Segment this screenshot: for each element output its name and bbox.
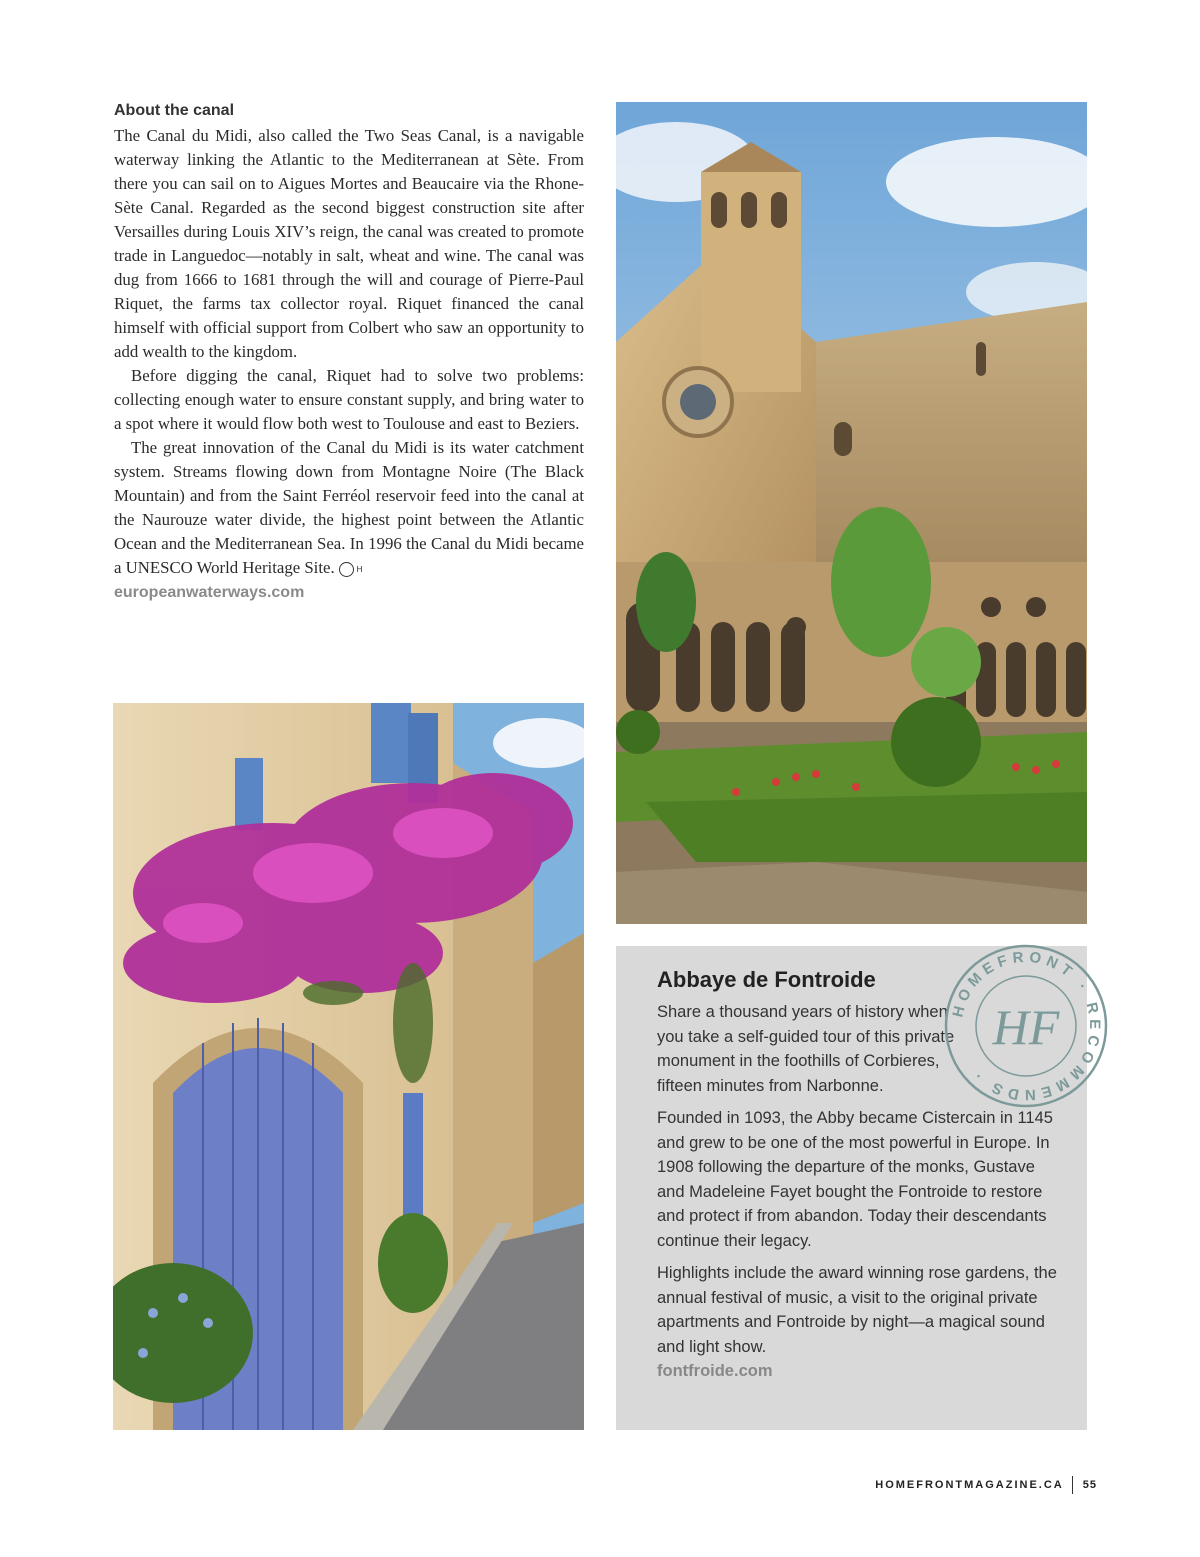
europeanwaterways-link[interactable]: europeanwaterways.com: [114, 584, 305, 601]
page-number: 55: [1082, 1479, 1097, 1491]
homefront-recommends-stamp: [940, 940, 1112, 1112]
about-heading: About the canal: [114, 102, 235, 119]
sidebar-paragraph-2: Founded in 1093, the Abby became Cistercain in 1145 and grew to be one of the most powerful in Europe. In 1908 following the departure of the monks, Gustave and Madeleine Fayet bought the Fontroide to restore and protect if from abandon. Today their descendants continue their legacy.: [657, 1109, 1053, 1250]
about-paragraph-3: [114, 436, 584, 580]
sidebar-paragraph-1: Share a thousand years of history when you take a self-guided tour of this private monument in the foothills of Corbieres, fifteen minutes from Narbonne.: [657, 1003, 955, 1095]
sidebar-title: Abbaye de Fontroide: [657, 967, 876, 992]
stamp-monogram: HF: [992, 999, 1060, 1055]
page-footer: [875, 1476, 1097, 1494]
end-mark-icon: H: [339, 562, 354, 577]
bougainvillea-street-photo: [113, 703, 584, 1430]
about-section: [114, 100, 584, 604]
stamp-ring-text: HOMEFRONT · RECOMMENDS ·: [949, 948, 1104, 1104]
about-paragraph-3-text: The great innovation of the Canal du Midi is its water catchment system. Streams flowing down from Montagne Noire (The Black Mountain) and from the Saint Ferréol reservoir feed into the canal at the Naurouze water divide, the highest point between the Atlantic Ocean and the Mediterranean Sea. In 1996 the Canal du Midi became a UNESCO World Heritage Site.: [114, 438, 584, 577]
footer-divider: [1072, 1476, 1073, 1494]
sidebar-paragraph-3: Highlights include the award winning rose gardens, the annual festival of music, a visit to the original private apartments and Fontroide by night—a magical sound and light show.: [657, 1264, 1057, 1356]
about-paragraph-2: Before digging the canal, Riquet had to solve two problems: collecting enough water to ensure constant supply, and bring water to a spot where it would flow both west to Toulouse and east to Beziers.: [114, 366, 584, 433]
abbey-cloister-photo: [616, 102, 1087, 924]
fontfroide-link[interactable]: fontfroide.com: [657, 1362, 773, 1380]
about-paragraph-1: The Canal du Midi, also called the Two Seas Canal, is a navigable waterway linking the Atlantic to the Mediterranean at Sète. From there you can sail on to Aigues Mortes and Beaucaire via the Rhone-Sète Canal. Regarded as the second biggest construction site after Versailles during Louis XIV’s reign, the canal was created to promote trade in Languedoc—notably in salt, wheat and wine. The canal was dug from 1666 to 1681 through the will and courage of Pierre-Paul Riquet, the farms tax collector royal. Riquet financed the canal himself with official support from Colbert who saw an opportunity to add wealth to the kingdom.: [114, 126, 584, 361]
footer-site[interactable]: HOMEFRONTMAGAZINE.CA: [875, 1479, 1064, 1491]
